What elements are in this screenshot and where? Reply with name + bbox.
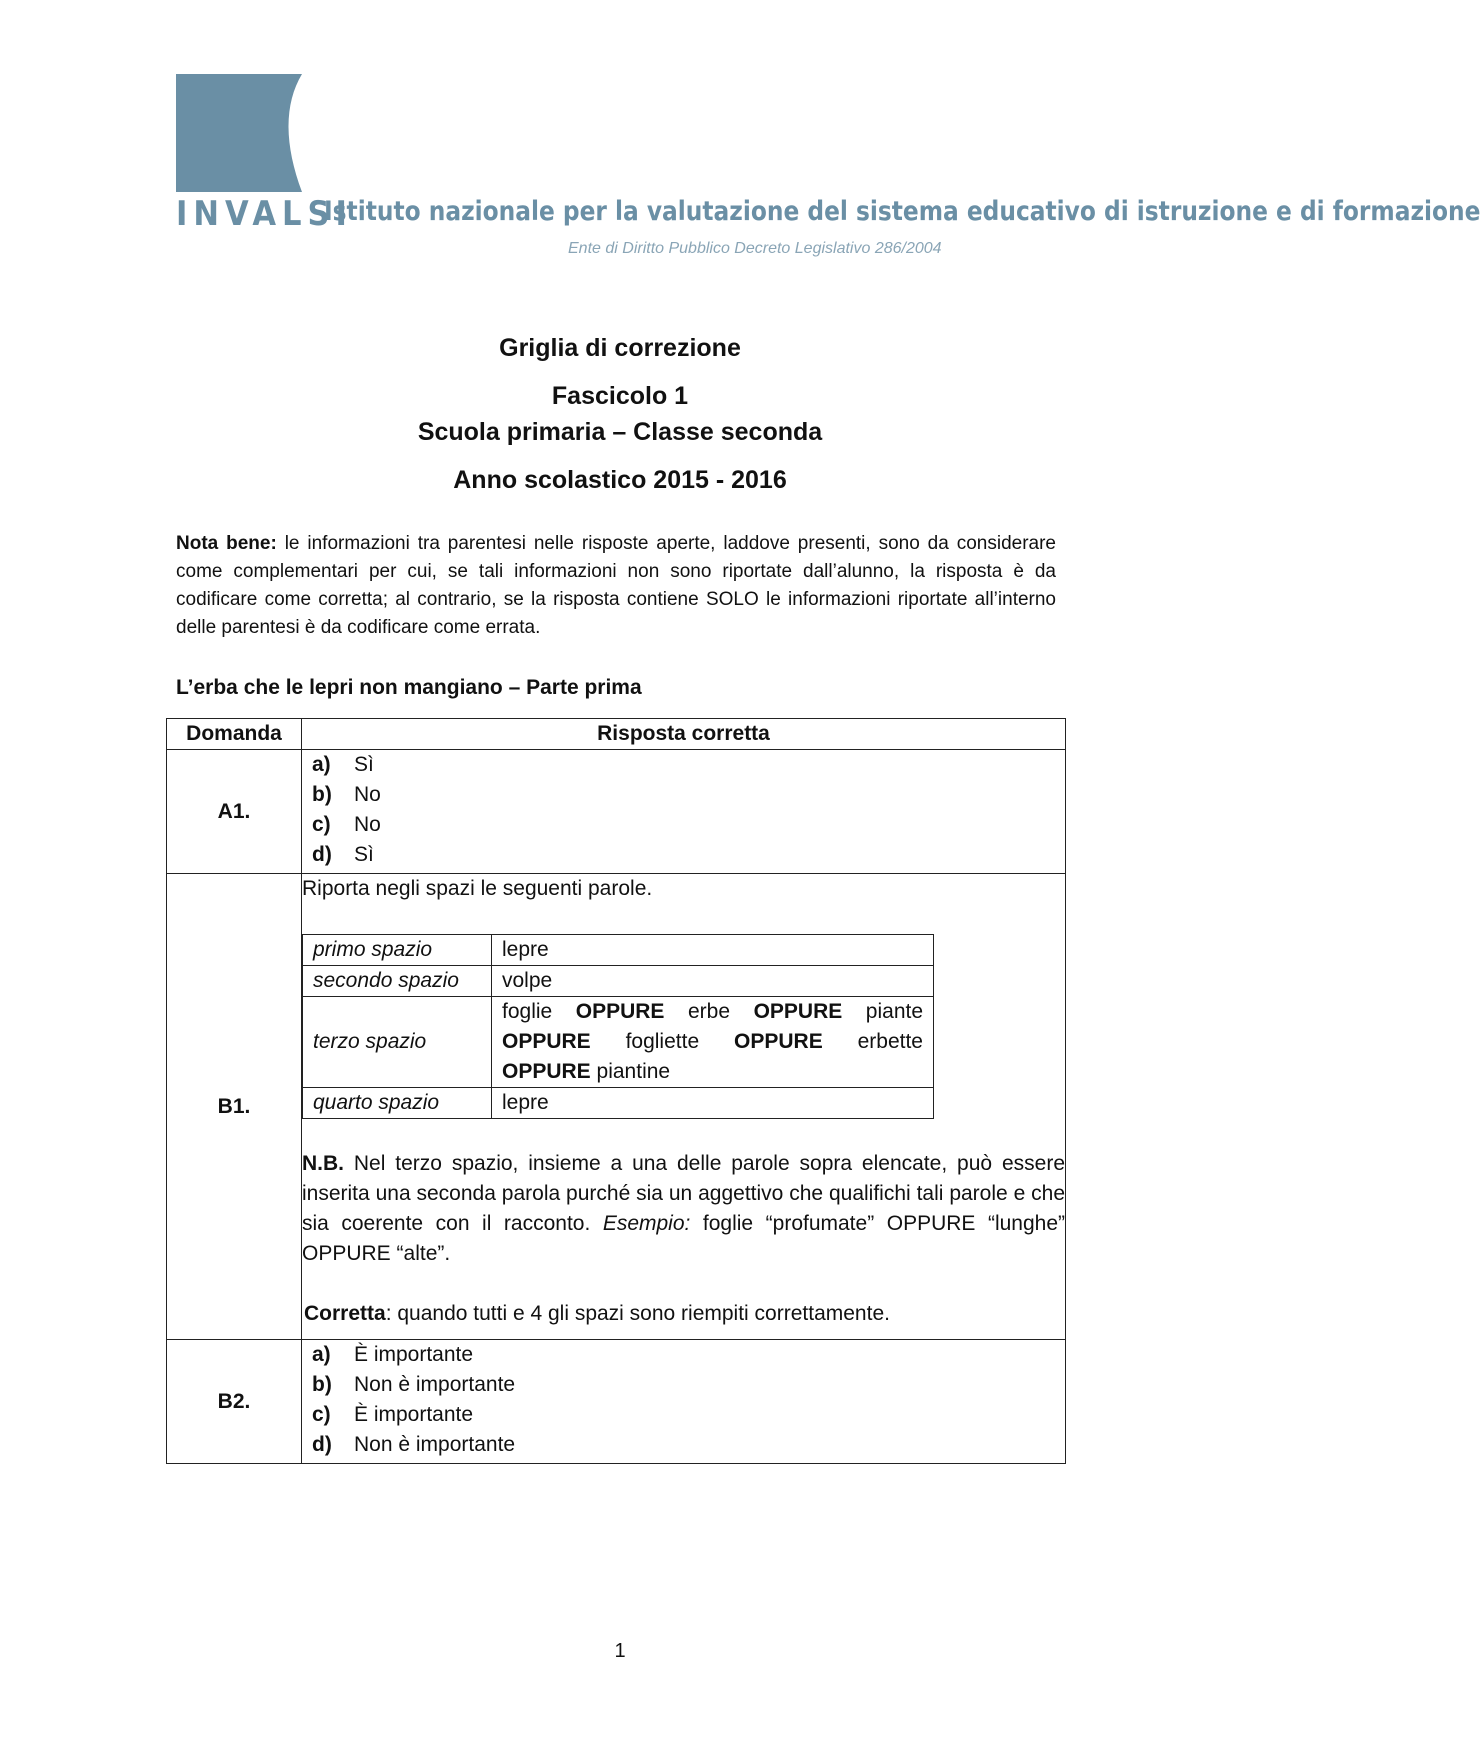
table-row	[167, 874, 1066, 1340]
space-value: lepre	[492, 935, 934, 966]
option-d: d) Sì	[312, 843, 374, 866]
space-row	[303, 966, 934, 997]
option-b: b) Non è importante	[312, 1373, 516, 1396]
nota-bene-text: le informazioni tra parentesi nelle risposte aperte, laddove presenti, sono da considerare come complementari per cui, se tali informazioni non sono riportate dall’alunno, la risposta è da codificare come corretta; al contrario, se la risposta contiene SOLO le informazioni riportate all’interno delle parentesi è da codificare come errata.	[176, 533, 1056, 638]
school-year: Anno scolastico 2015 - 2016	[453, 466, 787, 494]
correction-table	[166, 718, 1066, 1464]
domanda-b1: B1.	[167, 874, 302, 1340]
corretta-label: Corretta	[304, 1302, 386, 1325]
spaces-table	[302, 934, 934, 1119]
invalsi-logo	[176, 74, 1480, 264]
logo-wordmark: INVALSI	[176, 194, 353, 234]
risposta-b1	[302, 874, 1066, 1340]
nb-paragraph: N.B. Nel terzo spazio, insieme a una delle parole sopra elencate, può essere inserita una seconda parola purché sia un aggettivo che qualifichi tali parole e che sia coerente con il racconto. Esempio: foglie “profumate” OPPURE “lunghe” OPPURE “alte”.	[302, 1152, 1065, 1265]
option-a: a) È importante	[312, 1343, 474, 1366]
space-label: primo spazio	[303, 935, 492, 966]
domanda-b2: B2.	[167, 1340, 302, 1464]
space-row	[303, 997, 934, 1088]
nb-label: N.B.	[302, 1152, 344, 1175]
risposta-b2	[302, 1340, 1066, 1464]
nota-bene-label: Nota bene:	[176, 533, 277, 554]
space-row	[303, 935, 934, 966]
space-label: terzo spazio	[303, 997, 492, 1088]
school-class: Scuola primaria – Classe seconda	[417, 418, 823, 446]
header-domanda: Domanda	[167, 719, 302, 750]
fascicolo: Fascicolo 1	[551, 382, 689, 410]
nb-example-label: Esempio:	[602, 1212, 691, 1235]
table-row	[167, 750, 1066, 874]
option-d: d) Non è importante	[312, 1433, 516, 1456]
space-row	[303, 1088, 934, 1119]
space-label: quarto spazio	[303, 1088, 492, 1119]
space-value: volpe	[492, 966, 934, 997]
option-a: a) Sì	[312, 753, 374, 776]
institute-name: Istituto nazionale per la valutazione del sistema educativo di istruzione e di formazione	[324, 196, 1480, 227]
option-b: b) No	[312, 783, 381, 806]
b1-intro: Riporta negli spazi le seguenti parole.	[302, 877, 653, 900]
space-value: lepre	[492, 1088, 934, 1119]
doc-title: Griglia di correzione	[499, 334, 741, 362]
institute-subtitle: Ente di Diritto Pubblico Decreto Legislativo 286/2004	[568, 240, 942, 257]
page-number: 1	[614, 1640, 626, 1662]
document-titles	[0, 330, 1240, 498]
space-label: secondo spazio	[303, 966, 492, 997]
space-value-terzo: foglie OPPURE erbe OPPURE piante OPPURE fogliette OPPURE erbette OPPURE piantine	[492, 997, 934, 1088]
option-c: c) È importante	[312, 1403, 474, 1426]
header-risposta: Risposta corretta	[302, 719, 1066, 750]
option-c: c) No	[312, 813, 381, 836]
risposta-a1	[302, 750, 1066, 874]
table-row	[167, 1340, 1066, 1464]
invalsi-logo-mark-icon	[176, 74, 306, 192]
corretta-line: Corretta: quando tutti e 4 gli spazi sono riempiti correttamente.	[304, 1302, 890, 1325]
domanda-a1: A1.	[167, 750, 302, 874]
nota-bene-paragraph	[176, 530, 1056, 642]
section-title: L’erba che le lepri non mangiano – Parte prima	[176, 676, 642, 699]
table-header-row	[167, 719, 1066, 750]
